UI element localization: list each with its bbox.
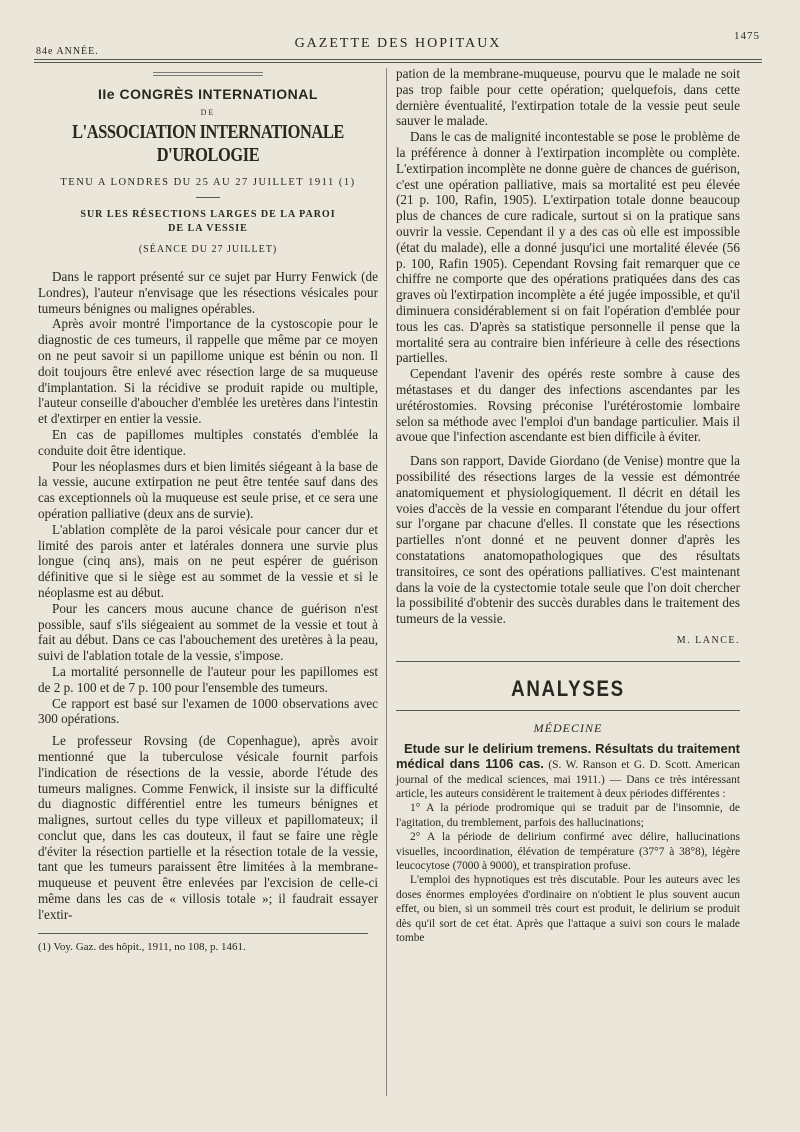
analysis-article bbox=[396, 742, 740, 946]
short-rule bbox=[196, 197, 220, 198]
analyses-title: ANALYSES bbox=[511, 675, 625, 701]
paragraph: Cependant l'avenir des opérés reste sombre à cause des métastases et du danger des infections ascendantes par les urétérostomies. Rovsing préconise l'urétérostomie lombaire selon sa méthode avec l'emploi d'un bandage particulier. Mais il avoue que l'infection ascendante est bien difficile à éviter. bbox=[396, 366, 740, 445]
seance-date: (SÉANCE DU 27 JUILLET) bbox=[138, 244, 278, 255]
section-title-line2: DE LA VESSIE bbox=[168, 223, 248, 234]
congress-title: IIe CONGRÈS INTERNATIONAL bbox=[98, 86, 318, 102]
journal-title: GAZETTE DES HOPITAUX bbox=[294, 36, 502, 51]
article-title: Etude sur le delirium tremens. Résultats du traitement médical dans 1106 cas. bbox=[396, 740, 740, 772]
column-divider bbox=[386, 68, 387, 1096]
running-head bbox=[36, 30, 760, 58]
year-label: 84e ANNÉE. bbox=[36, 46, 99, 57]
paragraph: Le professeur Rovsing (de Copenhague), après avoir mentionné que la tuberculose vésicale fournit parfois l'indication de résections de la vessie, aborde l'étude des tumeurs malignes. Comme Fenwick, il insiste sur la difficulté du diagnostic différentiel entre les tumeurs bénignes et malignes, surtout celles du type villeux et papillomateux; il conclut que, dans les cas douteux, il faut se faire une règle d'éviter la résection partielle et la résection totale de la vessie, tant que les tumeurs paraissent être limitées à la membrane-muqueuse et peuvent être enlevées par l'excision de celle-ci même dans les cas de « villosis totale »; il faudrait essayer l'extir- bbox=[38, 733, 378, 922]
paragraph: La mortalité personnelle de l'auteur pour les papillomes est de 2 p. 100 et de 7 p. 100 pour l'ensemble des tumeurs. bbox=[38, 663, 378, 695]
footnote-rule bbox=[38, 933, 368, 934]
page-number: 1475 bbox=[734, 30, 760, 42]
analyses-rule bbox=[396, 661, 740, 662]
section-title: SUR LES RÉSECTIONS LARGES DE LA PAROI bbox=[80, 209, 336, 220]
paragraph: Pour les cancers mous aucune chance de guérison n'est possible, sauf s'ils siégeaient au sommet de la vessie et tout à fait au début. Dans ce cas l'abouchement des uretères à la peau, suivi de l'ablation totale de la vessie, s'impose. bbox=[38, 600, 378, 664]
paragraph: En cas de papillomes multiples constatés d'emblée la conduite doit être identique. bbox=[38, 426, 378, 458]
list-item: 1° A la période prodromique qui se traduit par de l'insomnie, de l'agitation, du tremblement, parfois des hallucinations; bbox=[396, 802, 740, 829]
paragraph: pation de la membrane-muqueuse, pourvu que le malade ne soit pas trop faible pour cette opération; quelquefois, dans cette dernière éventualité, l'extirpation totale de la vessie peut seule sauver le malade. bbox=[396, 66, 740, 129]
congress-dates: TENU A LONDRES DU 25 AU 27 JUILLET 1911 (1) bbox=[60, 177, 356, 188]
article-authors: (S. W. Ranson et G. D. Scott. American journal of the medical sciences, mai 1911.) — Dans ce très intéressant article, les auteurs considèrent le traitement à deux périodes différentes : bbox=[396, 759, 740, 800]
paragraph: Dans le cas de malignité incontestable se pose le problème de la préférence à donner à l'extirpation incomplète ou complète. L'extirpation incomplète ne donne guère de chances de guérison, c'est une opération palliative, mais sa mortalité est peu élevée (21 p. 100, Rafin, 1905). L'extirpation totale donne beaucoup plus de chances de cure radicale, surtout si on la pratique sans ouvrir la vessie. Cependant il y a des cas où elle est impossible (état du malade), elle a donné jusqu'ici une mortalité élevée (56 p. 100, Rafin 1905). Cependant Rovsing fait remarquer que ce chiffre ne comporte que des opérations pratiquées dans des cas graves où l'extirpation incomplète a été jugée impossible, et qu'il diminuera considérablement si on fait l'opération d'emblée pour tous les cas. D'après sa statistique personnelle il pense que la mortalité sera au contraire bien inférieure à celle des résections partielles. bbox=[396, 129, 740, 366]
paragraph: Ce rapport est basé sur l'examen de 1000 observations avec 300 opérations. bbox=[38, 695, 378, 727]
left-column bbox=[38, 66, 378, 955]
paragraph: L'emploi des hypnotiques est très discutable. Pour les auteurs avec les doses énormes employées d'ordinaire on n'obtient le plus souvent aucun effet, ou bien, si un sommeil très court est produit, le delirium se produit dès qu'il sort de cet état. Après que l'attaque a suivi son cours le malade tombe bbox=[396, 874, 740, 944]
paragraph: L'ablation complète de la paroi vésicale pour cancer dur et limité des parois anter et latérales donnera une survie plus longue (cinq ans), mais on ne peut espérer de guérison définitive que si le siège est au sommet de la vessie et si le néoplasme est au début. bbox=[38, 521, 378, 600]
article-lead bbox=[396, 742, 740, 802]
footnote: (1) Voy. Gaz. des hôpit., 1911, no 108, p. 1461. bbox=[38, 940, 246, 953]
analyses-section bbox=[396, 661, 740, 946]
association-title: L'ASSOCIATION INTERNATIONALE D'UROLOGIE bbox=[72, 121, 344, 166]
right-column bbox=[396, 66, 740, 945]
header-rule bbox=[34, 62, 762, 63]
paragraph: Pour les néoplasmes durs et bien limités siégeant à la base de la vessie, aucune extirpation ne peut être tentée sauf dans des cas exceptionnels où la muqueuse est seule prise, et ce sera une opération palliative (deux ans de survie). bbox=[38, 458, 378, 521]
paragraph: Après avoir montré l'importance de la cystoscopie pour le diagnostic de ces tumeurs, il rappelle que même par ce moyen on ne peut savoir si un papillome unique est bénin ou non. Il doit toujours être enlevé avec résection large de sa muqueuse d'implantation. Si la récidive se produit rapide ou multiple, l'auteur conseille d'aboucher d'emblée les uretères dans l'intestin et d'extirper en entier la vessie. bbox=[38, 316, 378, 427]
paragraph: Dans son rapport, Davide Giordano (de Venise) montre que la possibilité des résections larges de la vessie est démontrée anatomiquement et physiologiquement. Il décrit en détail les voies d'accès de la vessie en comparant l'étendue du jour offert sur l'organe par chacune d'elles. Il constate que les résections partielles n'ont donné et ne peuvent donner d'après les constatations anatomopathologiques que des résultats transitoires, ce sont des opérations palliatives. C'est maintenant dans la voie de la cystectomie totale seule que l'on doit chercher la possibilité d'obtenir des succès durables dans le traitement des tumeurs de la vessie. bbox=[396, 453, 740, 627]
list-item: 2° A la période de delirium confirmé avec délire, hallucinations visuelles, incoordination, élévation de température (37°7 à 38°8), légère leucocytose (7000 à 9000), et transpiration profuse. bbox=[396, 831, 740, 872]
author-signature: M. LANCE. bbox=[676, 634, 740, 646]
paragraph: Dans le rapport présenté sur ce sujet par Hurry Fenwick (de Londres), l'auteur n'envisage que les résections vésicales pour tumeurs bénignes ou malignes opérables. bbox=[38, 269, 378, 316]
de-label: DE bbox=[200, 108, 216, 117]
header-rule bbox=[34, 59, 762, 60]
medecine-heading: MÉDECINE bbox=[533, 720, 603, 735]
analyses-rule bbox=[396, 710, 740, 711]
ornament-rule bbox=[153, 72, 263, 76]
